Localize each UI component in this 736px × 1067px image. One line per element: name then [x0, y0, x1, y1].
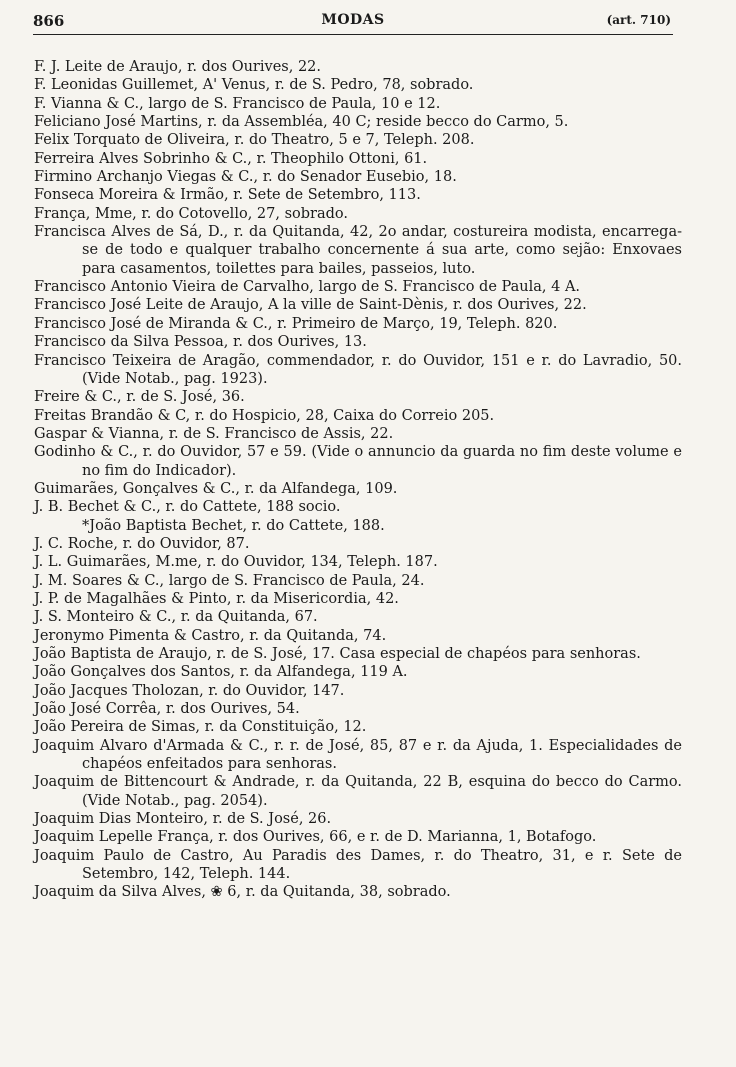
directory-entry: F. Vianna & C., largo de S. Francisco de Paula, 10 e 12. — [34, 95, 441, 112]
directory-entry: J. C. Roche, r. do Ouvidor, 87. — [34, 535, 250, 552]
section-title: MODAS — [321, 12, 385, 28]
directory-entry: João Baptista de Araujo, r. de S. José, 17. Casa especial de chapéos para senhoras. — [34, 646, 641, 662]
directory-entry: João Jacques Tholozan, r. do Ouvidor, 147. — [34, 682, 345, 699]
directory-entry: Francisco Teixeira de Aragão, commendador, r. do Ouvidor, 151 e r. do Lavradio, 50. (Vide Notab., pag. 1923). — [34, 352, 682, 387]
directory-entry: Joaquim Paulo de Castro, Au Paradis des Dames, r. do Theatro, 31, e r. Sete de Setembro, 142, Teleph. 144. — [34, 847, 682, 883]
directory-entry: Guimarães, Gonçalves & C., r. da Alfandega, 109. — [34, 480, 398, 497]
directory-entry: Francisco José de Miranda & C., r. Primeiro de Março, 19, Teleph. 820. — [34, 315, 558, 332]
directory-entry: Felix Torquato de Oliveira, r. do Theatro, 5 e 7, Teleph. 208. — [34, 132, 475, 149]
directory-entry: Fonseca Moreira & Irmão, r. Sete de Setembro, 113. — [34, 187, 421, 204]
directory-list — [34, 58, 682, 902]
directory-entry: J. M. Soares & C., largo de S. Francisco de Paula, 24. — [34, 572, 425, 589]
directory-entry: João Pereira de Simas, r. da Constituição, 12. — [34, 719, 367, 736]
directory-entry: Godinho & C., r. do Ouvidor, 57 e 59. (Vide o annuncio da guarda no fim deste volume e no fim do Indicador). — [34, 444, 682, 479]
page-header — [33, 12, 673, 35]
directory-entry: Freitas Brandão & C, r. do Hospicio, 28, Caixa do Correio 205. — [34, 407, 495, 424]
directory-entry: Joaquim Lepelle França, r. dos Ourives, 66, e r. de D. Marianna, 1, Botafogo. — [34, 829, 597, 846]
directory-entry: João Gonçalves dos Santos, r. da Alfandega, 119 A. — [34, 664, 408, 681]
directory-entry: F. J. Leite de Araujo, r. dos Ourives, 22. — [34, 59, 321, 75]
directory-entry: França, Mme, r. do Cotovello, 27, sobrado. — [34, 205, 348, 222]
directory-entry: Jeronymo Pimenta & Castro, r. da Quitanda, 74. — [34, 627, 387, 644]
article-reference: (art. 710) — [606, 13, 671, 27]
directory-entry: Ferreira Alves Sobrinho & C., r. Theophilo Ottoni, 61. — [34, 150, 428, 167]
directory-entry: Francisco José Leite de Araujo, A la ville de Saint-Dènis, r. dos Ourives, 22. — [34, 297, 587, 314]
directory-entry: Francisco Antonio Vieira de Carvalho, largo de S. Francisco de Paula, 4 A. — [34, 279, 581, 296]
directory-entry: J. L. Guimarães, M.me, r. do Ouvidor, 134, Teleph. 187. — [34, 554, 438, 571]
page-number: 866 — [33, 12, 65, 30]
directory-entry: João José Corrêa, r. dos Ourives, 54. — [34, 701, 300, 718]
directory-entry: Joaquim Dias Monteiro, r. de S. José, 26. — [34, 811, 332, 828]
directory-entry: Firmino Archanjo Viegas & C., r. do Senador Eusebio, 18. — [34, 169, 457, 186]
directory-entry: J. S. Monteiro & C., r. da Quitanda, 67. — [34, 609, 318, 626]
directory-entry: Francisco da Silva Pessoa, r. dos Ourives, 13. — [34, 334, 367, 351]
directory-entry: J. B. Bechet & C., r. do Cattete, 188 socio. — [34, 499, 341, 516]
directory-entry: Gaspar & Vianna, r. de S. Francisco de Assis, 22. — [34, 425, 394, 442]
directory-entry: Joaquim Alvaro d'Armada & C., r. r. de José, 85, 87 e r. da Ajuda, 1. Especialidades de chapéos enfeitados para senhoras. — [34, 737, 682, 773]
directory-entry: F. Leonidas Guillemet, A' Venus, r. de S. Pedro, 78, sobrado. — [34, 77, 474, 94]
directory-entry: Feliciano José Martins, r. da Assembléa, 40 C; reside becco do Carmo, 5. — [34, 114, 569, 131]
directory-entry: Joaquim da Silva Alves, ❀ 6, r. da Quitanda, 38, sobrado. — [34, 884, 451, 901]
directory-entry: Freire & C., r. de S. José, 36. — [34, 389, 245, 406]
directory-entry: *João Baptista Bechet, r. do Cattete, 188. — [82, 517, 385, 534]
directory-entry: Joaquim de Bittencourt & Andrade, r. da Quitanda, 22 B, esquina do becco do Carmo. (Vide Notab., pag. 2054). — [34, 774, 682, 809]
directory-entry: J. P. de Magalhães & Pinto, r. da Misericordia, 42. — [34, 590, 399, 607]
directory-entry: Francisca Alves de Sá, D., r. da Quitanda, 42, 2o andar, costureira modista, encarrega-se de todo e qualquer trabalho concernente á sua arte, como sejão: Enxovaes para casamentos, toilettes para bailes, passeios, luto. — [34, 224, 682, 277]
